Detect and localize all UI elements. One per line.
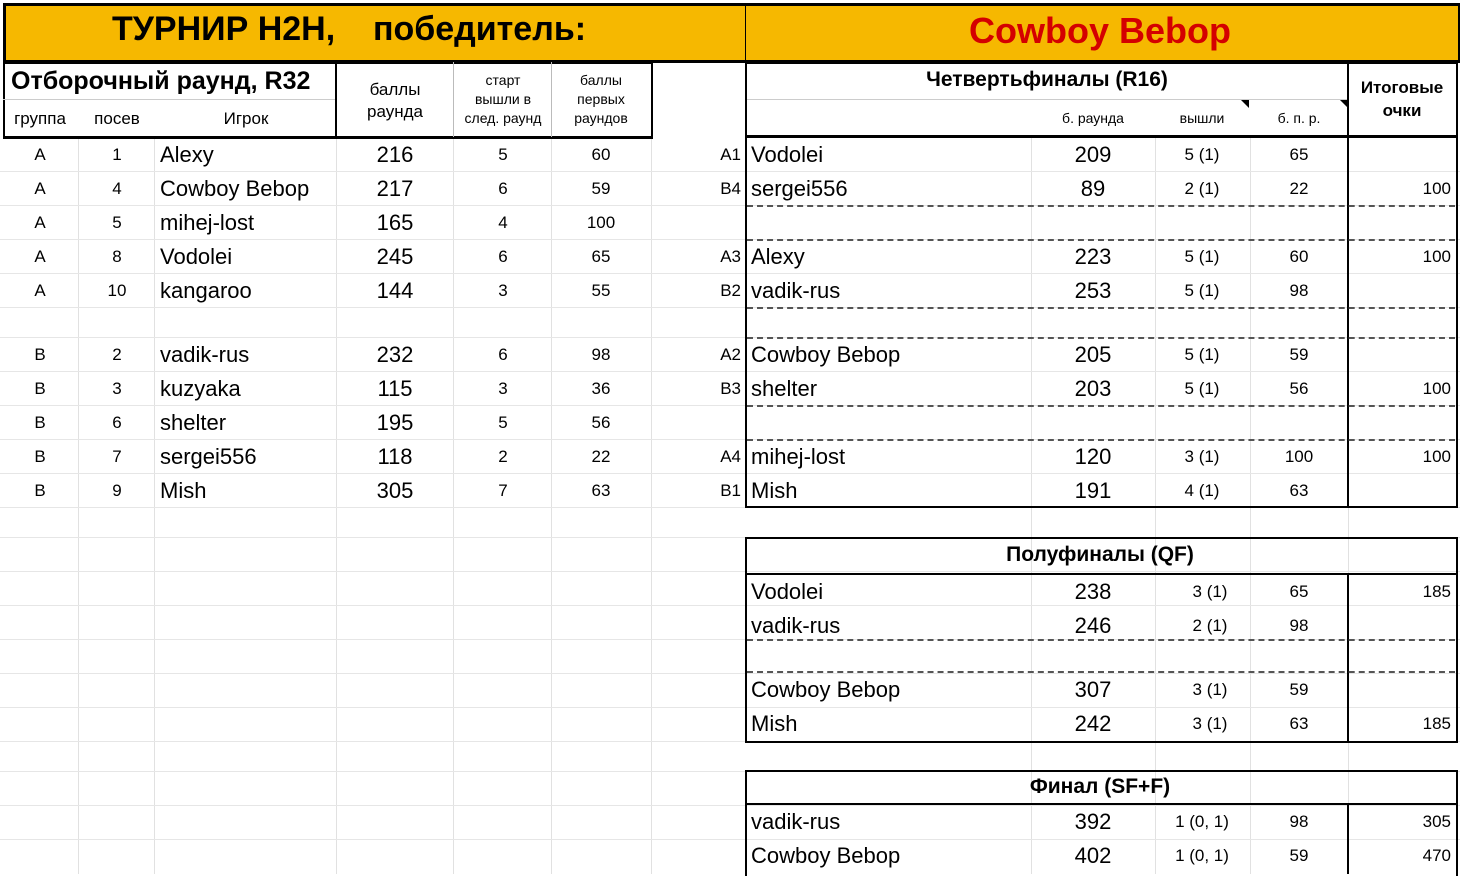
start-cell: 6 bbox=[498, 247, 508, 266]
divider bbox=[551, 62, 552, 137]
prev-cell: 65 bbox=[591, 247, 611, 266]
col-start-header-3: след. раунд bbox=[464, 110, 542, 126]
player-cell: mihej-lost bbox=[160, 210, 255, 235]
col-start-header-1: старт bbox=[485, 72, 521, 88]
out-cell: 3 (1) bbox=[1192, 714, 1228, 733]
points-cell: 216 bbox=[376, 142, 414, 167]
col-out-header: вышли bbox=[1179, 110, 1225, 126]
divider bbox=[745, 803, 1458, 805]
start-cell: 6 bbox=[498, 179, 508, 198]
points-cell: 246 bbox=[1074, 613, 1112, 638]
player-cell: Vodolei bbox=[751, 579, 824, 604]
col-group-header: группа bbox=[14, 109, 66, 128]
qualifier-title: Отборочный раунд, R32 bbox=[11, 67, 311, 95]
start-cell: 3 bbox=[498, 281, 508, 300]
seed-cell: 8 bbox=[112, 247, 122, 266]
total-cell: 100 bbox=[1422, 247, 1451, 266]
out-cell: 2 (1) bbox=[1192, 616, 1228, 635]
player-cell: shelter bbox=[751, 376, 818, 401]
total-cell: 100 bbox=[1422, 179, 1451, 198]
grid-line bbox=[78, 138, 79, 874]
seed-cell: 5 bbox=[112, 213, 122, 232]
out-cell: 3 (1) bbox=[1192, 680, 1228, 699]
seed-cell: 7 bbox=[112, 447, 122, 466]
points-cell: 144 bbox=[376, 278, 414, 303]
col-total-header-2: очки bbox=[1382, 101, 1422, 120]
start-cell: 4 bbox=[498, 213, 508, 232]
col-prev-header-3: раундов bbox=[574, 110, 628, 126]
prev-cell: 55 bbox=[591, 281, 611, 300]
start-cell: 6 bbox=[498, 345, 508, 364]
out-cell: 2 (1) bbox=[1184, 179, 1220, 198]
points-cell: 195 bbox=[376, 410, 414, 435]
group-cell: A bbox=[34, 145, 46, 164]
total-cell: 185 bbox=[1422, 714, 1451, 733]
prev-cell: 98 bbox=[1289, 616, 1309, 635]
player-cell: Mish bbox=[751, 711, 798, 736]
points-cell: 217 bbox=[376, 176, 414, 201]
points-cell: 203 bbox=[1074, 376, 1112, 401]
group-cell: B bbox=[34, 447, 46, 466]
prev-cell: 59 bbox=[1289, 846, 1309, 865]
points-cell: 245 bbox=[376, 244, 414, 269]
group-cell: B bbox=[34, 379, 46, 398]
prev-cell: 22 bbox=[1289, 179, 1309, 198]
seed-cell: 9 bbox=[112, 481, 122, 500]
group-cell: B bbox=[34, 481, 46, 500]
out-cell: 5 (1) bbox=[1184, 247, 1220, 266]
points-cell: 115 bbox=[377, 376, 413, 401]
seed-cell: 2 bbox=[112, 345, 122, 364]
divider bbox=[1347, 803, 1349, 874]
prev-cell: 100 bbox=[1284, 447, 1314, 466]
prev-cell: 63 bbox=[1289, 714, 1309, 733]
player-cell: Alexy bbox=[160, 142, 214, 167]
out-cell: 3 (1) bbox=[1192, 582, 1228, 601]
note-marker-icon bbox=[1340, 100, 1348, 108]
divider bbox=[335, 62, 337, 137]
prev-cell: 65 bbox=[1289, 145, 1309, 164]
player-cell: Mish bbox=[751, 478, 798, 503]
total-cell: 470 bbox=[1422, 846, 1451, 865]
semifinals-title: Полуфиналы (QF) bbox=[1006, 543, 1194, 566]
start-cell: 2 bbox=[498, 447, 508, 466]
quarterfinals-title: Четвертьфиналы (R16) bbox=[926, 68, 1168, 91]
divider bbox=[747, 99, 1347, 100]
total-cell: 100 bbox=[1422, 447, 1451, 466]
col-seed-header: посев bbox=[94, 109, 140, 128]
total-cell: 305 bbox=[1422, 812, 1451, 831]
start-cell: 5 bbox=[498, 413, 508, 432]
out-cell: 1 (0, 1) bbox=[1175, 812, 1229, 831]
player-cell: mihej-lost bbox=[751, 444, 846, 469]
grid-line bbox=[651, 138, 652, 874]
points-cell: 402 bbox=[1074, 843, 1112, 868]
prev-cell: 63 bbox=[591, 481, 611, 500]
match-separator bbox=[747, 337, 1455, 339]
col-start-header-2: вышли в bbox=[474, 91, 532, 107]
grid-line bbox=[453, 138, 454, 874]
seed-cell: B4 bbox=[720, 179, 741, 198]
seed-cell: 4 bbox=[112, 179, 122, 198]
group-cell: B bbox=[34, 345, 46, 364]
prev-cell: 59 bbox=[1289, 680, 1309, 699]
col-total-header-1: Итоговые bbox=[1360, 78, 1444, 97]
player-cell: Cowboy Bebop bbox=[751, 342, 901, 367]
seed-cell: B2 bbox=[720, 281, 741, 300]
total-cell: 100 bbox=[1422, 379, 1451, 398]
prev-cell: 59 bbox=[1289, 345, 1309, 364]
points-cell: 242 bbox=[1074, 711, 1112, 736]
grid-line bbox=[336, 138, 337, 874]
group-cell: B bbox=[34, 413, 46, 432]
player-cell: Vodolei bbox=[160, 244, 233, 269]
start-cell: 7 bbox=[498, 481, 508, 500]
divider bbox=[745, 573, 1458, 575]
points-cell: 209 bbox=[1074, 142, 1112, 167]
player-cell: vadik-rus bbox=[160, 342, 250, 367]
out-cell: 5 (1) bbox=[1184, 345, 1220, 364]
points-cell: 253 bbox=[1074, 278, 1112, 303]
points-cell: 191 bbox=[1074, 478, 1112, 503]
prev-cell: 60 bbox=[591, 145, 611, 164]
col-points-header-1: баллы bbox=[369, 80, 421, 99]
group-cell: A bbox=[34, 213, 46, 232]
winner-name: Cowboy Bebop bbox=[969, 10, 1231, 51]
prev-cell: 100 bbox=[586, 213, 616, 232]
group-cell: A bbox=[34, 179, 46, 198]
col-round-points-header: б. раунда bbox=[1062, 110, 1124, 126]
col-prev-header-1: баллы bbox=[580, 72, 622, 88]
points-cell: 392 bbox=[1074, 809, 1112, 834]
group-cell: A bbox=[34, 247, 46, 266]
player-cell: sergei556 bbox=[160, 444, 257, 469]
divider bbox=[453, 62, 454, 137]
total-cell: 185 bbox=[1422, 582, 1451, 601]
prev-cell: 22 bbox=[591, 447, 611, 466]
points-cell: 305 bbox=[376, 478, 414, 503]
player-cell: vadik-rus bbox=[751, 809, 841, 834]
col-points-header-2: раунда bbox=[367, 102, 423, 121]
final-title: Финал (SF+F) bbox=[1029, 775, 1171, 798]
out-cell: 4 (1) bbox=[1184, 481, 1220, 500]
start-cell: 5 bbox=[498, 145, 508, 164]
header-divider bbox=[745, 3, 746, 63]
match-separator bbox=[747, 439, 1455, 441]
divider bbox=[3, 99, 335, 100]
player-cell: Vodolei bbox=[751, 142, 824, 167]
match-separator bbox=[747, 405, 1455, 407]
group-cell: A bbox=[34, 281, 46, 300]
points-cell: 223 bbox=[1074, 244, 1112, 269]
seed-cell: 3 bbox=[112, 379, 122, 398]
col-prev-points-header: б. п. р. bbox=[1277, 110, 1321, 126]
match-separator bbox=[747, 671, 1455, 673]
out-cell: 5 (1) bbox=[1184, 281, 1220, 300]
seed-cell: A3 bbox=[720, 247, 741, 266]
divider bbox=[745, 135, 1458, 138]
seed-cell: A1 bbox=[720, 145, 741, 164]
match-separator bbox=[747, 239, 1455, 241]
seed-cell: 1 bbox=[112, 145, 122, 164]
points-cell: 232 bbox=[376, 342, 414, 367]
points-cell: 89 bbox=[1080, 176, 1106, 201]
out-cell: 5 (1) bbox=[1184, 379, 1220, 398]
seed-cell: B1 bbox=[720, 481, 741, 500]
prev-cell: 98 bbox=[1289, 812, 1309, 831]
prev-cell: 65 bbox=[1289, 582, 1309, 601]
player-cell: kangaroo bbox=[160, 278, 252, 303]
note-marker-icon bbox=[1241, 100, 1249, 108]
player-cell: Mish bbox=[160, 478, 207, 503]
player-cell: Alexy bbox=[751, 244, 805, 269]
grid-line bbox=[551, 138, 552, 874]
prev-cell: 60 bbox=[1289, 247, 1309, 266]
col-player-header: Игрок bbox=[223, 109, 269, 128]
prev-cell: 98 bbox=[591, 345, 611, 364]
points-cell: 238 bbox=[1074, 579, 1112, 604]
seed-cell: A4 bbox=[720, 447, 741, 466]
grid-line bbox=[154, 138, 155, 874]
seed-cell: A2 bbox=[720, 345, 741, 364]
start-cell: 3 bbox=[498, 379, 508, 398]
points-cell: 165 bbox=[376, 210, 414, 235]
divider bbox=[1347, 573, 1349, 741]
match-separator bbox=[747, 205, 1455, 207]
player-cell: Cowboy Bebop bbox=[751, 677, 901, 702]
player-cell: vadik-rus bbox=[751, 613, 841, 638]
prev-cell: 56 bbox=[591, 413, 611, 432]
player-cell: shelter bbox=[160, 410, 227, 435]
seed-cell: 10 bbox=[107, 281, 127, 300]
seed-cell: 6 bbox=[112, 413, 122, 432]
points-cell: 120 bbox=[1074, 444, 1112, 469]
out-cell: 3 (1) bbox=[1184, 447, 1220, 466]
prev-cell: 98 bbox=[1289, 281, 1309, 300]
points-cell: 205 bbox=[1074, 342, 1112, 367]
player-cell: kuzyaka bbox=[160, 376, 241, 401]
points-cell: 307 bbox=[1074, 677, 1112, 702]
match-separator bbox=[747, 639, 1455, 641]
tournament-title: ТУРНИР H2H, победитель: bbox=[112, 10, 587, 48]
prev-cell: 36 bbox=[591, 379, 611, 398]
points-cell: 118 bbox=[377, 444, 413, 469]
player-cell: sergei556 bbox=[751, 176, 848, 201]
prev-cell: 56 bbox=[1289, 379, 1309, 398]
player-cell: vadik-rus bbox=[751, 278, 841, 303]
prev-cell: 63 bbox=[1289, 481, 1309, 500]
match-separator bbox=[747, 307, 1455, 309]
seed-cell: B3 bbox=[720, 379, 741, 398]
player-cell: Cowboy Bebop bbox=[160, 176, 310, 201]
out-cell: 5 (1) bbox=[1184, 145, 1220, 164]
col-prev-header-2: первых bbox=[577, 91, 625, 107]
player-cell: Cowboy Bebop bbox=[751, 843, 901, 868]
prev-cell: 59 bbox=[591, 179, 611, 198]
out-cell: 1 (0, 1) bbox=[1175, 846, 1229, 865]
